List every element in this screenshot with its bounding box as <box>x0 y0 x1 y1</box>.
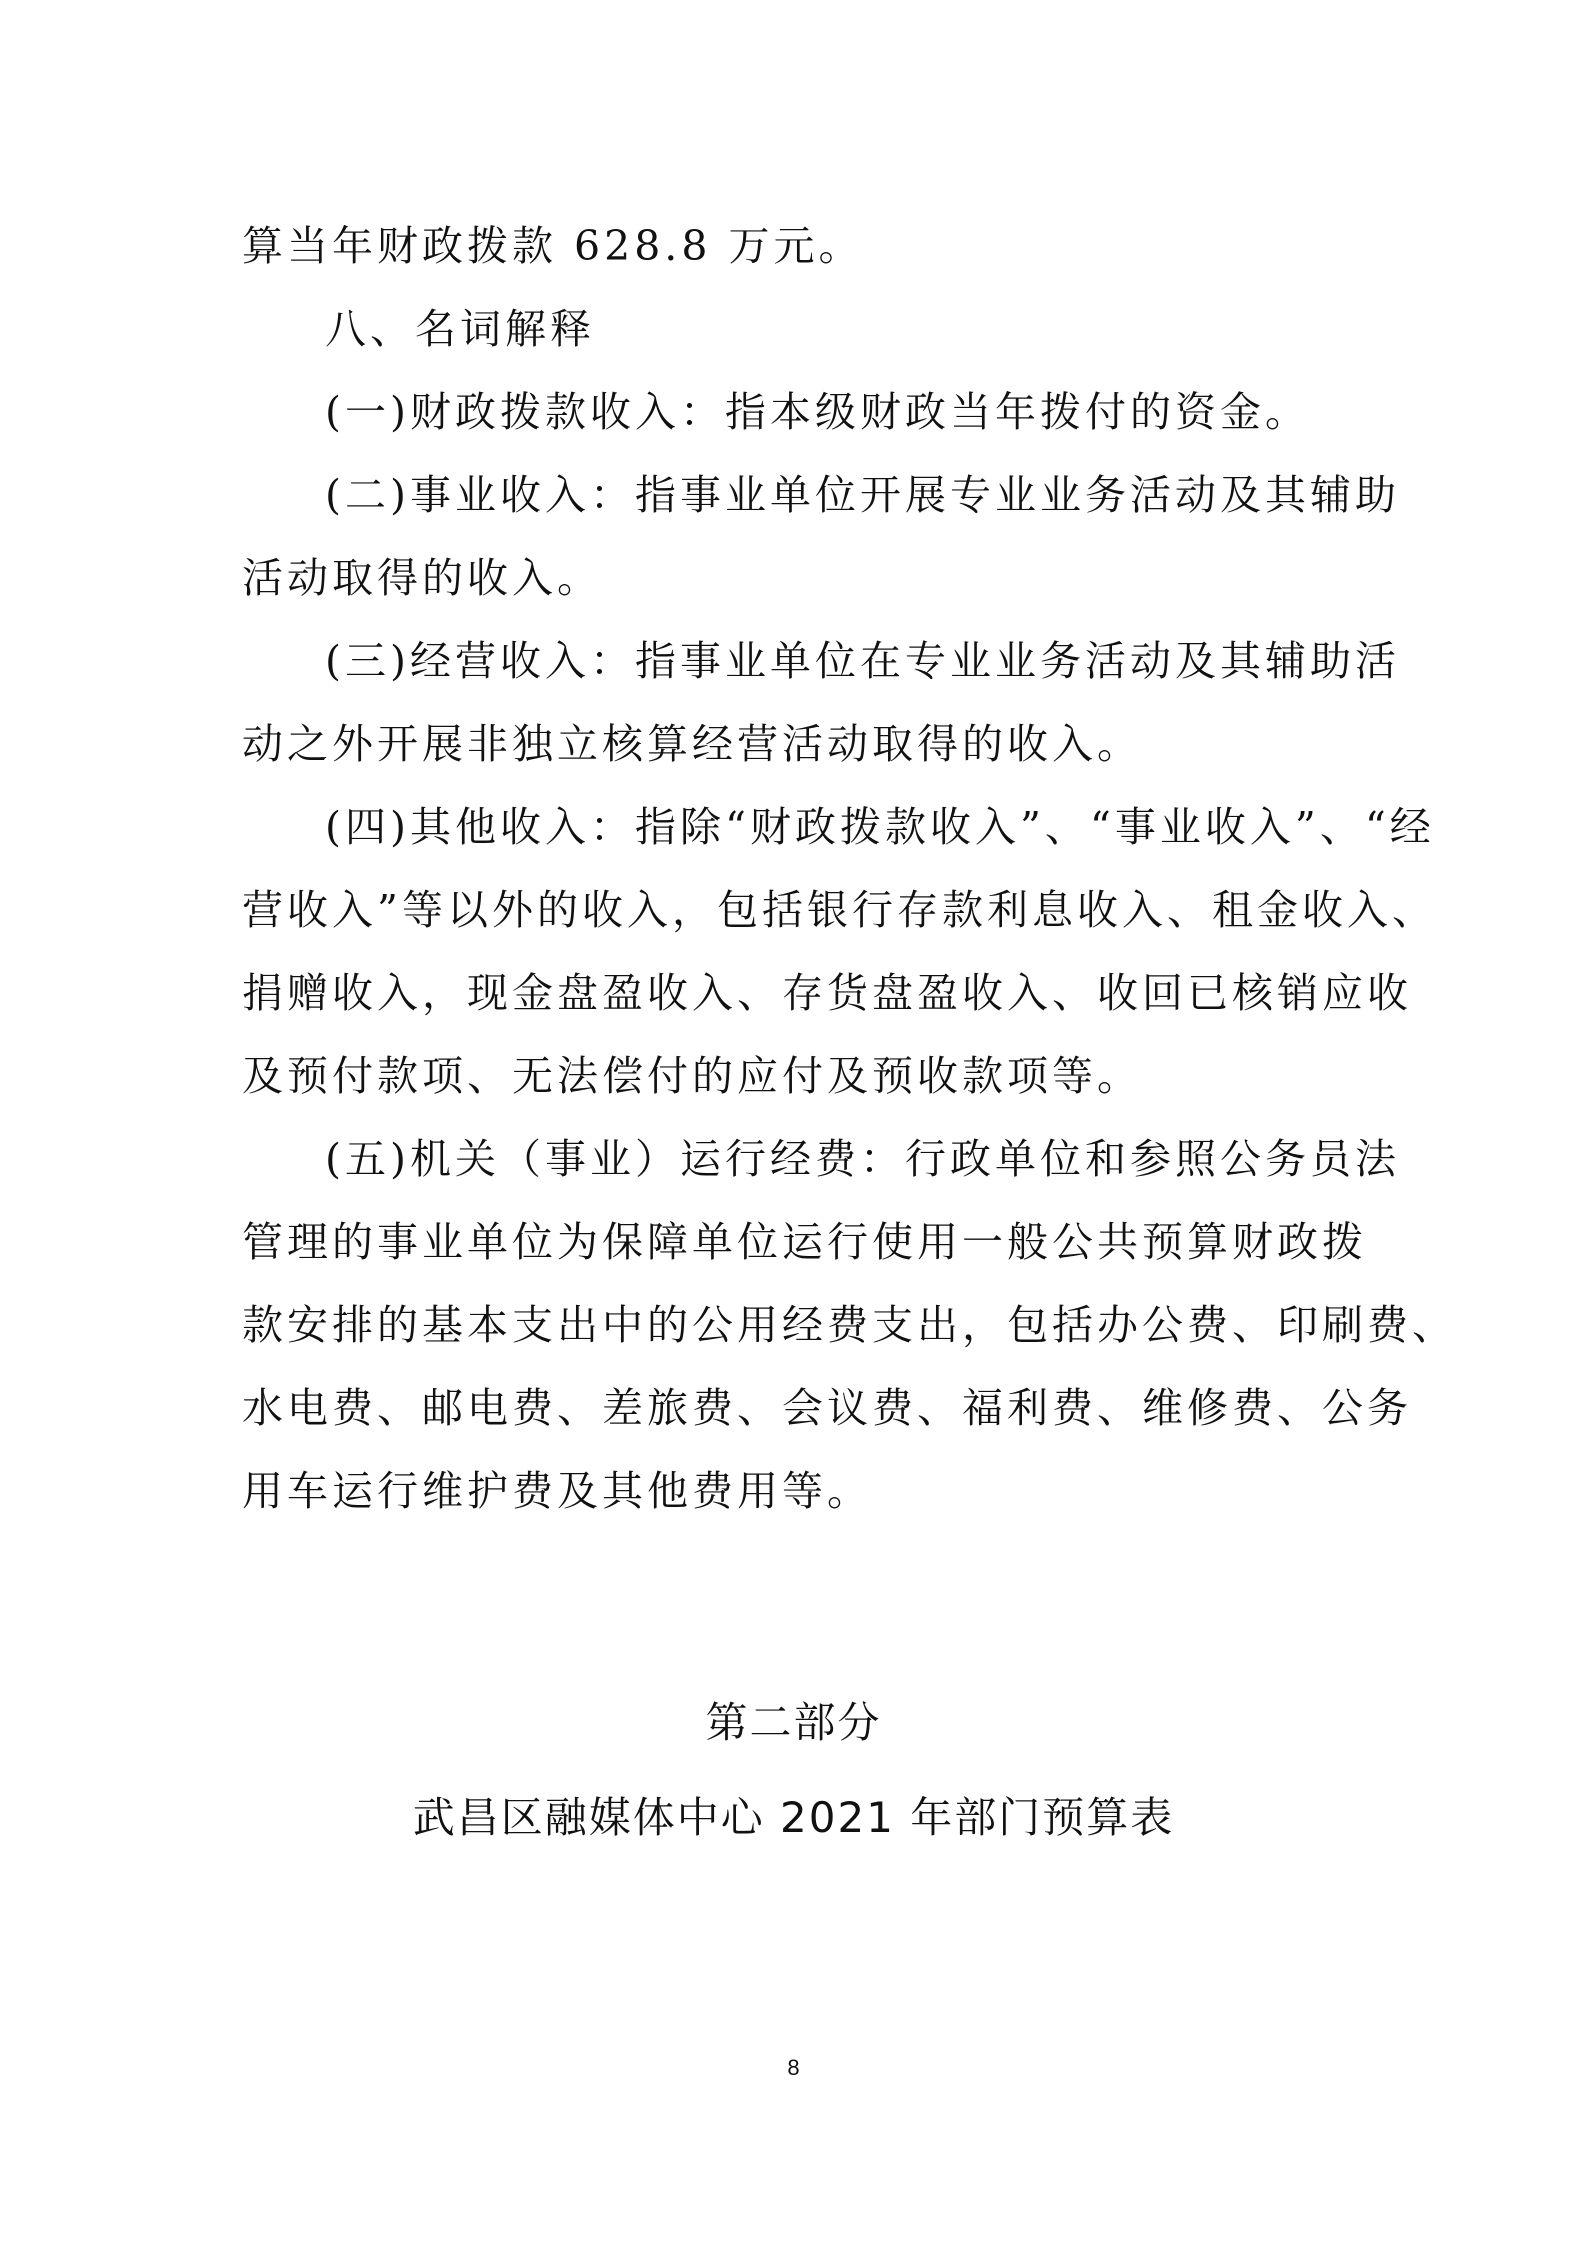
continuation-line: 算当年财政拨款 628.8 万元。 <box>242 222 864 270</box>
definition-line: 水电费、邮电费、差旅费、会议费、福利费、维修费、公务 <box>242 1384 1412 1432</box>
body-text <box>242 205 1457 1533</box>
definition-3 <box>242 620 1400 786</box>
definition-line: 款安排的基本支出中的公用经费支出，包括办公费、印刷费、 <box>242 1301 1457 1349</box>
definition-line: (四)其他收入：指除“财政拨款收入”、“事业收入”、“经 <box>325 803 1435 851</box>
part-label: 第二部分 <box>705 1698 882 1747</box>
definition-4 <box>242 786 1437 1118</box>
definition-5 <box>242 1118 1457 1533</box>
definition-line: 管理的事业单位为保障单位运行使用一般公共预算财政拨 <box>242 1218 1367 1266</box>
definition-line: 动之外开展非独立核算经营活动取得的收入。 <box>242 720 1142 768</box>
section-heading: 八、名词解释 <box>325 305 595 353</box>
page-number: 8 <box>787 2055 800 2080</box>
definition-line: (五)机关（事业）运行经费：行政单位和参照公务员法 <box>325 1135 1400 1183</box>
definition-line: 营收入”等以外的收入，包括银行存款利息收入、租金收入、 <box>242 886 1437 934</box>
definition-line: 用车运行维护费及其他费用等。 <box>242 1467 872 1515</box>
definition-line: 活动取得的收入。 <box>242 554 602 602</box>
definition-1 <box>242 371 1352 454</box>
definition-line: (一)财政拨款收入：指本级财政当年拨付的资金。 <box>325 388 1310 436</box>
definition-line: 捐赠收入，现金盘盈收入、存货盘盈收入、收回已核销应收 <box>242 969 1412 1017</box>
definition-line: 及预付款项、无法偿付的应付及预收款项等。 <box>242 1052 1142 1100</box>
part-title: 武昌区融媒体中心 2021 年部门预算表 <box>412 1793 1175 1842</box>
definition-line: (三)经营收入：指事业单位在专业业务活动及其辅助活 <box>325 637 1400 685</box>
definition-line: (二)事业收入：指事业单位开展专业业务活动及其辅助 <box>325 471 1400 519</box>
definition-2 <box>242 454 1400 620</box>
